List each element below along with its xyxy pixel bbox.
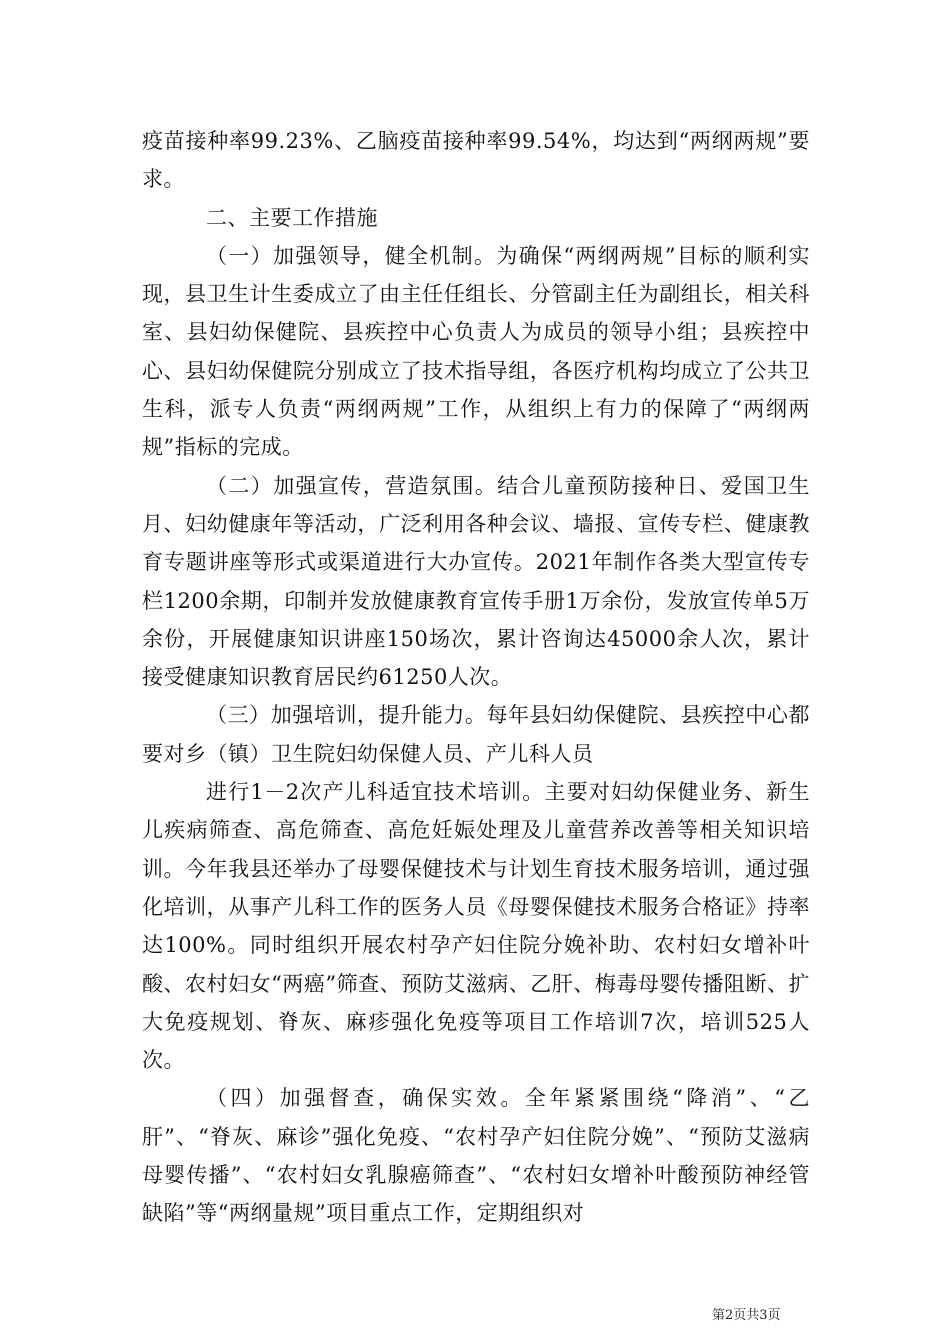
- paragraph-leadership: （一）加强领导，健全机制。为确保“两纲两规”目标的顺利实现，县卫生计生委成立了由主任任组长、分管副主任为副组长，相关科室、县妇幼保健院、县疾控中心负责人为成员的领导小组；县疾控中心、县妇幼保健院分别成立了技术指导组，各医疗机构均成立了公共卫生科，派专人负责“两纲两规”工作，从组织上有力的保障了“两纲两规”指标的完成。: [142, 243, 810, 460]
- document-body: [142, 122, 810, 1233]
- paragraph-supervision: （四）加强督查，确保实效。全年紧紧围绕“降消”、“乙肝”、“脊灰、麻诊”强化免疫、“农村孕产妇住院分娩”、“预防艾滋病母婴传播”、“农村妇女乳腺癌筛查”、“农村妇女增补叶酸预防神经管缺陷”等“两纲量规”项目重点工作，定期组织对: [142, 1086, 810, 1226]
- paragraph-vaccination-rates: 疫苗接种率99.23%、乙脑疫苗接种率99.54%，均达到“两纲两规”要求。: [142, 129, 810, 192]
- paragraph-publicity: （二）加强宣传，营造氛围。结合儿童预防接种日、爱国卫生月、妇幼健康年等活动，广泛利用各种会议、墙报、宣传专栏、健康教育专题讲座等形式或渠道进行大办宣传。2021年制作各类大型宣传专栏1200余期，印制并发放健康教育宣传手册1万余份，发放宣传单5万余份，开展健康知识讲座150场次，累计咨询达45000余人次，累计接受健康知识教育居民约61250人次。: [142, 473, 810, 690]
- section-heading-main-measures: 二、主要工作措施: [206, 205, 378, 230]
- paragraph-training-intro: （三）加强培训，提升能力。每年县妇幼保健院、县疾控中心都要对乡（镇）卫生院妇幼保健人员、产儿科人员: [142, 703, 810, 766]
- page-number-footer: 第2页共3页: [712, 1308, 781, 1323]
- paragraph-training-details: 进行1－2次产儿科适宜技术培训。主要对妇幼保健业务、新生儿疾病筛查、高危筛查、高危妊娠处理及儿童营养改善等相关知识培训。今年我县还举办了母婴保健技术与计划生育技术服务培训，通过强化培训，从事产儿科工作的医务人员《母婴保健技术服务合格证》持率达100%。同时组织开展农村孕产妇住院分娩补助、农村妇女增补叶酸、农村妇女“两癌”筛查、预防艾滋病、乙肝、梅毒母婴传播阻断、扩大免疫规划、脊灰、麻疹强化免疫等项目工作培训7次，培训525人次。: [142, 780, 810, 1073]
